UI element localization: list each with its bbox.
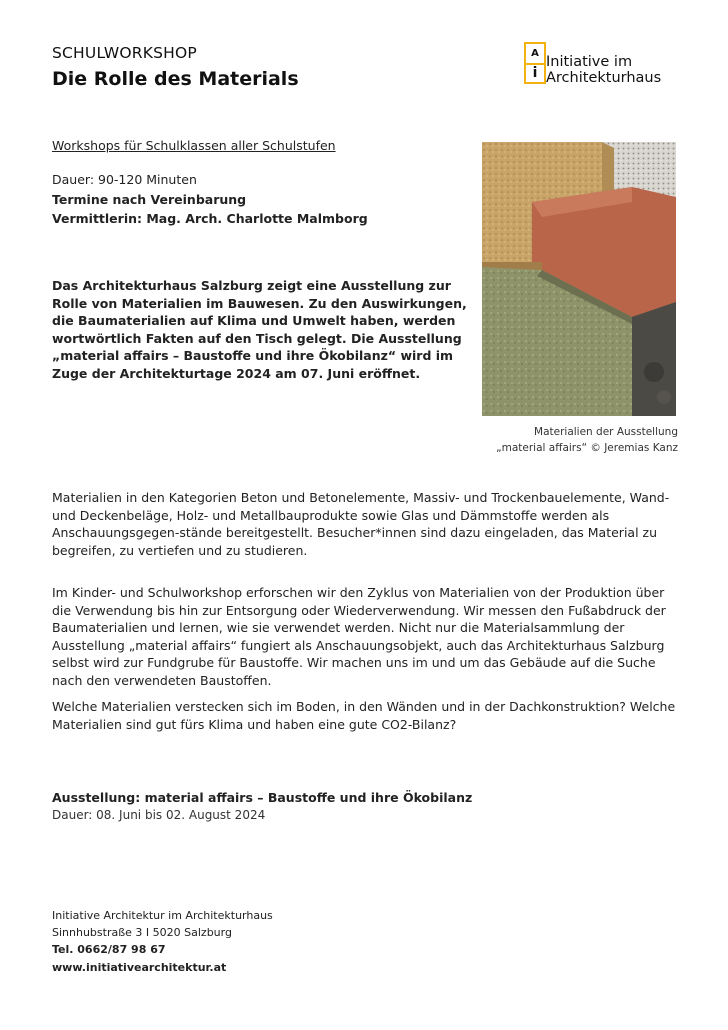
workshop-mediator: Vermittlerin: Mag. Arch. Charlotte Malmborg bbox=[52, 211, 368, 226]
logo-mark-bottom: i bbox=[532, 65, 538, 81]
photo-caption-line-2: „material affairs“ © Jeremias Kanz bbox=[496, 442, 678, 454]
lead-paragraph: Das Architekturhaus Salzburg zeigt eine Ausstellung zur Rolle von Materialien im Bauwesen. Zu den Auswirkungen, die Baumaterialien auf Klima und Umwelt haben, werden wortwörtlich Fakten auf den Tisch gelegt. Die Ausstellung „material affairs – Baustoffe und ihre Ökobilanz“ wird im Zuge der Architekturtage 2024 am 07. Juni eröffnet. bbox=[52, 278, 467, 381]
workshop-duration: Dauer: 90-120 Minuten bbox=[52, 172, 197, 187]
logo-wordmark bbox=[546, 54, 661, 86]
body-paragraph-3: Welche Materialien verstecken sich im Boden, in den Wänden und in der Dachkonstruktion? Welche Materialien sind gut fürs Klima und haben eine gute CO2-Bilanz? bbox=[52, 699, 676, 732]
photo-caption-line-1: Materialien der Ausstellung bbox=[534, 426, 678, 438]
footer-phone: Tel. 0662/87 98 67 bbox=[52, 943, 166, 956]
exhibition-duration: Dauer: 08. Juni bis 02. August 2024 bbox=[52, 808, 266, 822]
photo-caption bbox=[482, 424, 678, 456]
logo-line-1: Initiative im bbox=[546, 54, 633, 70]
body-paragraph-2: Im Kinder- und Schulworkshop erforschen wir den Zyklus von Materialien von der Produktion über die Verwendung bis hin zur Entsorgung oder Wiederverwendung. Wir messen den Fußabdruck der Baumaterialien und lernen, wie sie verwendet werden. Nicht nur die Materialsammlung der Ausstellung „material affairs“ fungiert als Anschauungsobjekt, auch das Architekturhaus Salzburg selbst wird zur Fundgrube für Baustoffe. Wir machen uns im und um das Gebäude auf die Suche nach den verwendeten Baustoffen. bbox=[52, 585, 666, 688]
workshop-dates: Termine nach Vereinbarung bbox=[52, 192, 247, 207]
page-title: Die Rolle des Materials bbox=[52, 68, 299, 90]
exhibition-title: Ausstellung: material affairs – Baustoffe und ihre Ökobilanz bbox=[52, 790, 473, 805]
footer-organization: Initiative Architektur im Architekturhaus bbox=[52, 909, 273, 922]
section-subheading: Workshops für Schulklassen aller Schulstufen bbox=[52, 138, 336, 153]
material-samples-photo bbox=[482, 142, 676, 416]
footer-website-link[interactable]: www.initiativearchitektur.at bbox=[52, 961, 227, 974]
logo-mark bbox=[524, 42, 546, 84]
footer-address: Sinnhubstraße 3 I 5020 Salzburg bbox=[52, 926, 232, 939]
logo-mark-top: A bbox=[526, 44, 544, 65]
kicker-label: SCHULWORKSHOP bbox=[52, 44, 197, 62]
organization-logo bbox=[524, 42, 694, 92]
logo-line-2: Architekturhaus bbox=[546, 70, 662, 86]
body-paragraph-1: Materialien in den Kategorien Beton und Betonelemente, Massiv- und Trockenbauelemente, Wand- und Deckenbeläge, Holz- und Metallbauprodukte sowie Glas und Dämmstoffe werden als Anschauungsgegen-stände bereitgestellt. Besucher*innen sind dazu eingeladen, das Material zu begreifen, zu vertiefen und zu studieren. bbox=[52, 490, 670, 558]
